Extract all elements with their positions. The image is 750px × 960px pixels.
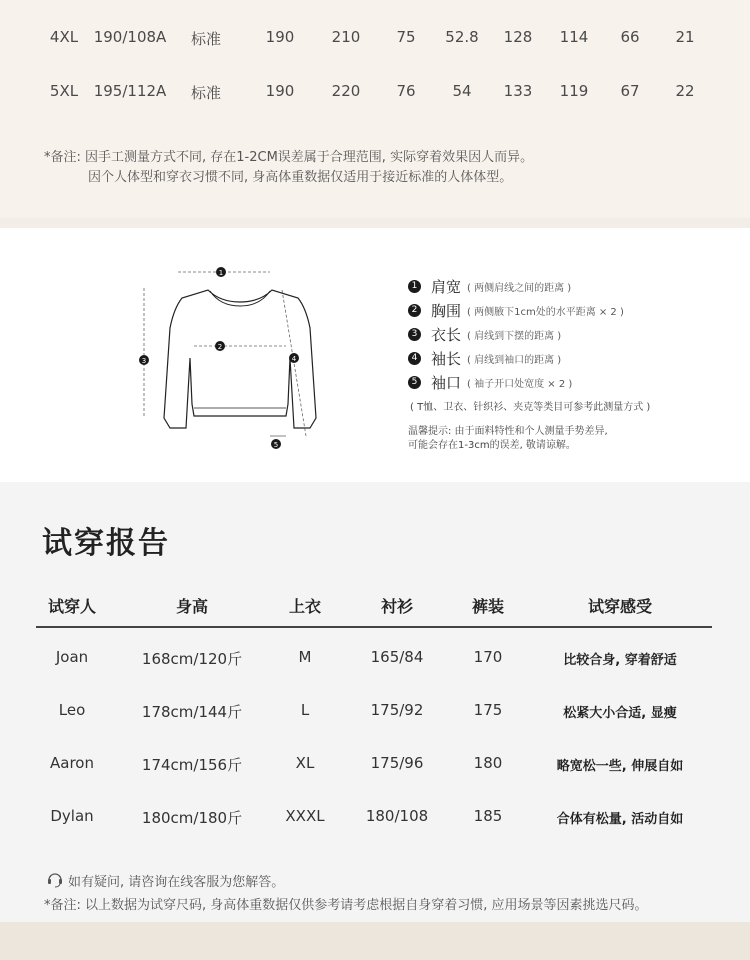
table-cell: 174cm/156斤 — [141, 756, 243, 774]
legend-item-chest — [408, 300, 624, 320]
legend-name: 袖长 — [431, 349, 462, 368]
legend-desc: ( 袖子开口处宽度 × 2 ) — [467, 378, 573, 390]
size-cell: 5XL — [49, 82, 79, 100]
table-cell: 合体有松量, 活动自如 — [556, 812, 684, 827]
size-cell: 标准 — [190, 30, 222, 48]
legend-name: 肩宽 — [431, 277, 462, 296]
size-cell: 22 — [675, 82, 695, 100]
size-cell: 128 — [503, 28, 533, 46]
size-note-line-2: 因个人体型和穿衣习惯不同, 身高体重数据仅适用于接近标准的人体体型。 — [88, 170, 513, 185]
report-title: 试穿报告 — [42, 526, 170, 561]
table-cell: 165/84 — [370, 648, 424, 666]
size-cell: 190/108A — [93, 28, 167, 46]
bottom-decor-band — [0, 922, 750, 960]
report-footnote: *备注: 以上数据为试穿尺码, 身高体重数据仅供参考请考虑根据自身穿着习惯, 应用场景等因素挑选尺码。 — [44, 898, 648, 913]
table-cell: 168cm/120斤 — [141, 650, 243, 668]
table-cell: XXXL — [285, 807, 325, 825]
legend-item-shoulder — [408, 276, 571, 296]
legend-num: 4 — [408, 352, 421, 365]
size-table-section — [0, 0, 750, 218]
section-divider — [0, 218, 750, 228]
table-header-divider — [36, 626, 712, 628]
marker-2-label: 2 — [217, 343, 223, 351]
legend-name: 衣长 — [431, 325, 462, 344]
size-cell: 75 — [396, 28, 416, 46]
legend-desc: ( 肩线到袖口的距离 ) — [467, 354, 562, 366]
legend-desc: ( 两侧腋下1cm处的水平距离 × 2 ) — [467, 306, 624, 318]
header-shirt: 衬衫 — [380, 597, 414, 616]
try-on-report-section — [0, 482, 750, 922]
table-cell: 175/92 — [370, 701, 424, 719]
table-cell: 175/96 — [370, 754, 424, 772]
table-cell: Aaron — [50, 754, 94, 772]
legend-num: 3 — [408, 328, 421, 341]
header-top: 上衣 — [288, 597, 322, 616]
size-cell: 4XL — [49, 28, 79, 46]
header-tester: 试穿人 — [47, 597, 97, 616]
legend-num: 2 — [408, 304, 421, 317]
legend-name: 胸围 — [431, 301, 462, 320]
table-cell: Joan — [55, 648, 89, 666]
table-cell: 185 — [473, 807, 503, 825]
size-cell: 195/112A — [93, 82, 167, 100]
table-cell: 略宽松一些, 伸展自如 — [556, 759, 684, 774]
warm-tip-line-2: 可能会存在1-3cm的误差, 敬请谅解。 — [408, 440, 576, 451]
marker-3-label: 3 — [141, 357, 147, 365]
header-pants: 裤装 — [471, 597, 505, 616]
size-cell: 54 — [452, 82, 472, 100]
table-cell: Leo — [58, 701, 86, 719]
table-cell: 180/108 — [365, 807, 429, 825]
size-cell: 114 — [559, 28, 589, 46]
size-cell: 21 — [675, 28, 695, 46]
table-cell: XL — [295, 754, 315, 772]
legend-item-cuff — [408, 372, 572, 392]
size-cell: 76 — [396, 82, 416, 100]
table-cell: 178cm/144斤 — [141, 703, 243, 721]
marker-1-label: 1 — [218, 269, 224, 277]
size-cell: 67 — [620, 82, 640, 100]
legend-name: 袖口 — [431, 373, 462, 392]
legend-desc: ( 肩线到下摆的距离 ) — [467, 330, 562, 342]
legend-desc: ( 两侧肩线之间的距离 ) — [467, 282, 572, 294]
table-cell: Dylan — [50, 807, 94, 825]
table-cell: 松紧大小合适, 显瘦 — [563, 706, 677, 721]
size-cell: 190 — [265, 82, 295, 100]
table-cell: L — [300, 701, 310, 719]
size-cell: 119 — [559, 82, 589, 100]
legend-item-length — [408, 324, 561, 344]
header-height: 身高 — [175, 597, 209, 616]
size-cell: 190 — [265, 28, 295, 46]
applies-note: ( T恤、卫衣、针织衫、夹克等类目可参考此测量方式 ) — [410, 402, 651, 413]
header-feeling: 试穿感受 — [587, 597, 653, 616]
legend-num: 5 — [408, 376, 421, 389]
table-cell: 180cm/180斤 — [141, 809, 243, 827]
marker-4-label: 4 — [291, 355, 297, 363]
size-row-4xl — [0, 28, 750, 58]
legend-num: 1 — [408, 280, 421, 293]
warm-tip-line-1: 温馨提示: 由于面料特性和个人测量手势差异, — [408, 426, 608, 437]
table-cell: 175 — [473, 701, 503, 719]
customer-service-icon — [46, 870, 64, 888]
sweater-diagram — [130, 258, 330, 458]
table-cell: 170 — [473, 648, 503, 666]
size-note-line-1: *备注: 因手工测量方式不同, 存在1-2CM误差属于合理范围, 实际穿着效果因人而异。 — [44, 150, 534, 165]
table-cell: 比较合身, 穿着舒适 — [563, 653, 677, 668]
help-text: 如有疑问, 请咨询在线客服为您解答。 — [68, 875, 285, 890]
size-cell: 66 — [620, 28, 640, 46]
marker-5-label: 5 — [273, 441, 279, 449]
size-cell: 标准 — [190, 84, 222, 102]
size-cell: 220 — [331, 82, 361, 100]
measurement-diagram-section — [0, 228, 750, 482]
legend-item-sleeve — [408, 348, 561, 368]
size-row-5xl — [0, 82, 750, 112]
table-cell: M — [298, 648, 312, 666]
size-cell: 210 — [331, 28, 361, 46]
table-cell: 180 — [473, 754, 503, 772]
size-cell: 52.8 — [445, 28, 479, 46]
size-cell: 133 — [503, 82, 533, 100]
